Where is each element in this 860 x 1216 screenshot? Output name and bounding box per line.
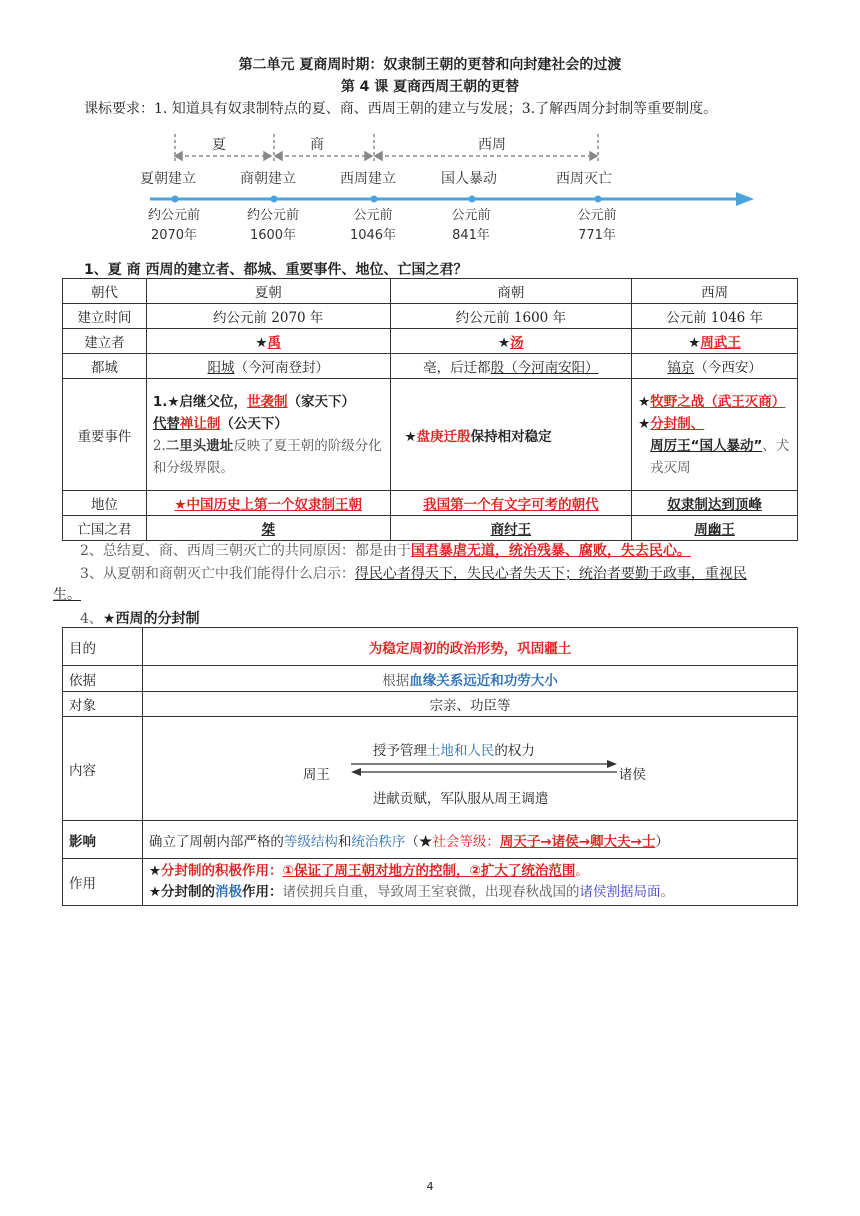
table-cell: ★分封制的积极作用：①保证了周王朝对地方的控制，②扩大了统治范围。 ★分封制的消极作用：诸侯拥兵自重，导致周王室衰微，出现春秋战国的诸侯割据局面。 [142, 859, 797, 906]
table-cell: 约公元前 1600 年 [390, 304, 632, 329]
fenfeng-table [62, 627, 798, 906]
table-row [63, 329, 798, 354]
table-cell: 商纣王 [390, 516, 632, 541]
table-cell: 建立时间 [63, 304, 147, 329]
founder-shang: 汤 [510, 335, 524, 351]
table-row [63, 628, 798, 666]
table-row [63, 692, 798, 717]
event-date: 公元前 771年 [577, 208, 617, 243]
table-row [63, 516, 798, 541]
page-number: 4 [426, 1180, 434, 1193]
period-western-zhou: 西周 [478, 137, 506, 153]
period-xia: 夏 [212, 137, 226, 153]
content-left: 周王 [302, 767, 330, 783]
table-cell: 约公元前 2070 年 [146, 304, 390, 329]
event-label: 西周建立 [340, 171, 396, 187]
table-cell: 对象 [63, 692, 143, 717]
content-top-text: 授予管理土地和人民的权力 [372, 743, 535, 759]
table-row [63, 379, 798, 491]
q2: 2、总结夏、商、西周三朝灭亡的共同原因：都是由于国君暴虐无道，统治残暴、腐败，失去民心。 [80, 543, 691, 559]
event-date: 公元前 1046年 [349, 208, 397, 243]
content-bottom-text: 进献贡赋，军队服从周王调遣 [372, 791, 549, 807]
exchange-arrows [349, 757, 619, 781]
table-cell: 阳城（今河南登封） [146, 354, 390, 379]
table-cell: 奴隶制达到顶峰 [632, 491, 798, 516]
q3-line1: 3、从夏朝和商朝灭亡中我们能得什么启示：得民心者得天下，失民心者失天下；统治者要勤于政事，重视民 [80, 566, 747, 582]
unit-title: 第二单元 夏商周时期：奴隶制王朝的更替和向封建社会的过渡 [238, 57, 622, 73]
founder-zhou: 周武王 [700, 335, 741, 351]
table-cell: 建立者 [63, 329, 147, 354]
table-cell: ★汤 [390, 329, 632, 354]
table-cell: 内容 [63, 717, 143, 821]
table-row [63, 491, 798, 516]
q1-heading: 1、夏 商 西周的建立者、都城、重要事件、地位、亡国之君？ [84, 262, 468, 278]
table-row [63, 717, 798, 821]
founder-xia: 禹 [267, 335, 282, 351]
table-cell: 确立了周朝内部严格的等级结构和统治秩序（★社会等级：周天子→诸侯→卿大夫→士） [142, 821, 797, 859]
period-shang: 商 [310, 137, 324, 153]
table-cell: 1.★启继父位，世袭制（家天下） 代替禅让制（公天下） 2.二里头遗址反映了夏王朝的阶级分化和分级界限。 [146, 379, 390, 491]
event-label: 国人暴动 [441, 171, 497, 187]
table-cell: 夏朝 [146, 279, 390, 304]
table-cell: ★盘庚迁殷保持相对稳定 [390, 379, 632, 491]
event-label: 夏朝建立 [140, 171, 196, 187]
table-row [63, 666, 798, 692]
content-right: 诸侯 [618, 767, 646, 783]
event-label: 西周灭亡 [556, 171, 612, 187]
dynasty-table [62, 278, 798, 541]
table-cell: 目的 [63, 628, 143, 666]
table-cell: 根据血缘关系远近和功劳大小 [142, 666, 797, 692]
table-row [63, 354, 798, 379]
event-label: 商朝建立 [240, 171, 296, 187]
lesson-title: 第 4 课 夏商西周王朝的更替 [340, 79, 520, 95]
table-cell: 公元前 1046 年 [632, 304, 798, 329]
table-cell: ★牧野之战（武王灭商） ★分封制、 周厉王“国人暴动”、犬戎灭周 [632, 379, 798, 491]
event-date: 约公元前 2070年 [147, 208, 200, 243]
table-cell: 宗亲、功臣等 [142, 692, 797, 717]
table-cell: 商朝 [390, 279, 632, 304]
table-cell: 亳，后迁都殷（今河南安阳） [390, 354, 632, 379]
table-cell: ★禹 [146, 329, 390, 354]
table-cell [142, 717, 797, 821]
table-cell: 依据 [63, 666, 143, 692]
table-cell: ★周武王 [632, 329, 798, 354]
event-date: 公元前 841年 [451, 208, 491, 243]
table-row [63, 279, 798, 304]
table-cell: 镐京（今西安） [632, 354, 798, 379]
table-row [63, 304, 798, 329]
event-date: 约公元前 1600年 [246, 208, 299, 243]
table-cell: 亡国之君 [63, 516, 147, 541]
table-cell: 为稳定周初的政治形势，巩固疆土 [142, 628, 797, 666]
q3-line2: 生。 [53, 587, 81, 603]
table-cell: 桀 [146, 516, 390, 541]
table-row [63, 859, 798, 906]
table-cell: 朝代 [63, 279, 147, 304]
table-cell: 作用 [63, 859, 143, 906]
table-cell: 重要事件 [63, 379, 147, 491]
q4-heading: 4、★西周的分封制 [80, 611, 200, 627]
table-cell: 影响 [63, 821, 143, 859]
table-cell: 周幽王 [632, 516, 798, 541]
table-row [63, 821, 798, 859]
table-cell: 我国第一个有文字可考的朝代 [390, 491, 632, 516]
table-cell: ★中国历史上第一个奴隶制王朝 [146, 491, 390, 516]
curriculum-requirement: 课标要求：1. 知道具有奴隶制特点的夏、商、西周王朝的建立与发展；3.了解西周分封制等重要制度。 [84, 101, 718, 117]
table-cell: 地位 [63, 491, 147, 516]
table-cell: 西周 [632, 279, 798, 304]
table-cell: 都城 [63, 354, 147, 379]
